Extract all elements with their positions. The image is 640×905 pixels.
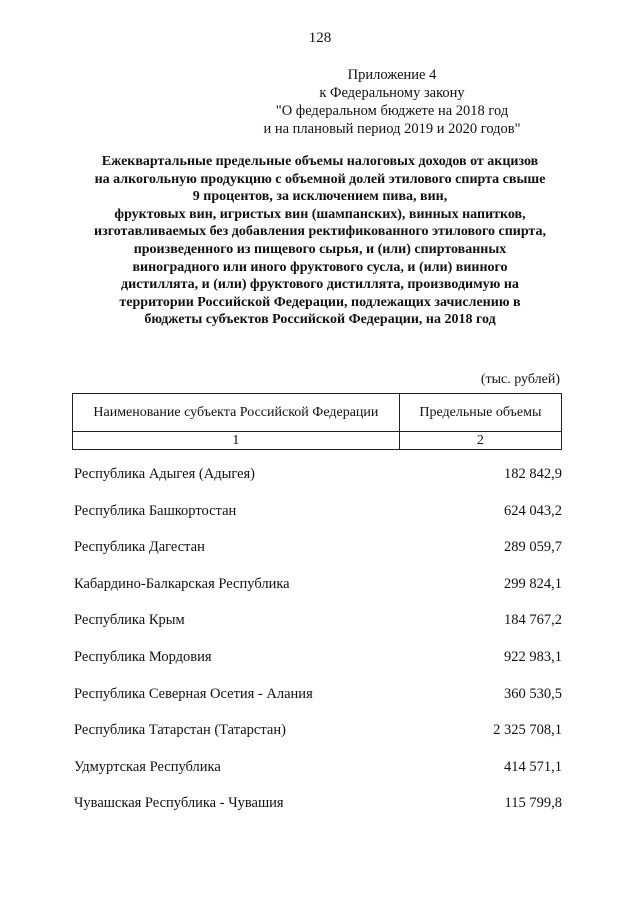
region-value: 360 530,5 <box>504 685 562 702</box>
appendix-line: и на плановый период 2019 и 2020 годов" <box>263 121 521 137</box>
title-line: дистиллята, и (или) фруктового дистиллята, производимую на <box>121 277 519 293</box>
region-name: Республика Татарстан (Татарстан) <box>74 722 286 739</box>
region-value: 414 571,1 <box>504 758 562 775</box>
table-row <box>74 465 562 502</box>
region-value: 624 043,2 <box>504 502 562 519</box>
appendix-line: к Федеральному закону <box>319 85 465 101</box>
region-name: Республика Башкортостан <box>74 502 237 519</box>
title-line: территории Российской Федерации, подлежащих зачислению в <box>119 294 521 310</box>
table-row <box>74 721 562 758</box>
title-line: изготавливаемых без добавления ректификованного этилового спирта, <box>94 224 546 240</box>
table-row <box>74 575 562 612</box>
units-label: (тыс. рублей) <box>480 372 560 387</box>
header-row <box>73 394 562 432</box>
region-value: 182 842,9 <box>504 466 562 482</box>
table-row <box>74 611 562 648</box>
document-title <box>60 153 580 329</box>
table-row <box>74 502 562 539</box>
page-number: 128 <box>308 30 332 46</box>
region-name: Республика Дагестан <box>74 539 205 556</box>
table-row <box>74 685 562 722</box>
title-line: произведенного из пищевого сырья, и (или) спиртованных <box>133 241 507 257</box>
column-number-row <box>73 432 562 450</box>
table-row <box>74 794 562 831</box>
column-number: 1 <box>73 432 400 450</box>
region-name: Республика Мордовия <box>74 648 212 665</box>
header-name-column: Наименование субъекта Российской Федерации <box>73 394 400 432</box>
appendix-line: "О федеральном бюджете на 2018 год <box>275 103 509 119</box>
region-value: 289 059,7 <box>504 539 562 556</box>
header-value-column: Предельные объемы <box>399 394 561 432</box>
table-row <box>74 758 562 795</box>
table-header <box>72 393 562 450</box>
table-row <box>74 648 562 685</box>
region-name: Чувашская Республика - Чувашия <box>74 795 284 812</box>
region-value: 115 799,8 <box>504 795 562 812</box>
region-name: Республика Адыгея (Адыгея) <box>74 466 256 482</box>
region-value: 299 824,1 <box>504 575 562 592</box>
region-value: 922 983,1 <box>504 648 562 665</box>
appendix-line: Приложение 4 <box>347 67 437 83</box>
title-line: виноградного или иного фруктового сусла, и (или) винного <box>132 259 508 275</box>
region-name: Удмуртская Республика <box>74 758 221 775</box>
region-name: Республика Северная Осетия - Алания <box>74 685 313 702</box>
column-number: 2 <box>399 432 561 450</box>
region-value: 2 325 708,1 <box>493 722 562 739</box>
title-line: бюджеты субъектов Российской Федерации, на 2018 год <box>144 312 496 328</box>
title-line: фруктовых вин, игристых вин (шампанских), винных напитков, <box>114 206 526 222</box>
region-name: Республика Крым <box>74 612 185 629</box>
table-row <box>74 538 562 575</box>
appendix-block <box>232 66 552 138</box>
region-name: Кабардино-Балкарская Республика <box>74 575 290 592</box>
title-line: 9 процентов, за исключением пива, вин, <box>192 189 448 205</box>
table-body <box>74 465 562 831</box>
title-line: на алкогольную продукцию с объемной долей этилового спирта свыше <box>94 171 546 187</box>
region-value: 184 767,2 <box>504 612 562 629</box>
title-line: Ежеквартальные предельные объемы налоговых доходов от акцизов <box>101 154 539 169</box>
